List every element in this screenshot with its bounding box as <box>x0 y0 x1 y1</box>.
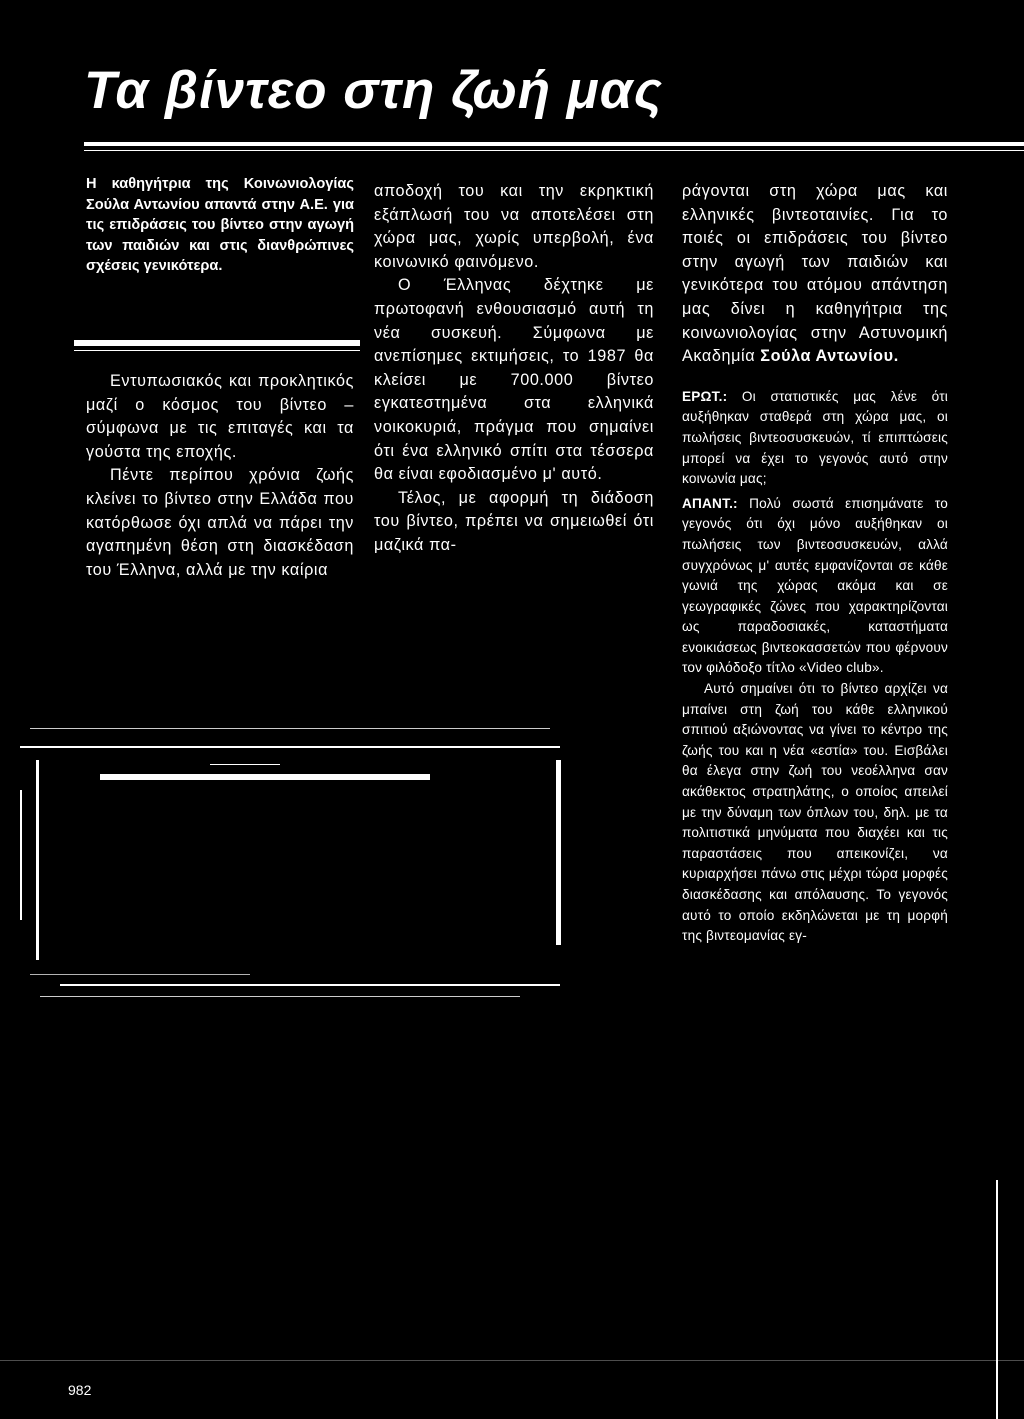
lead-separator-thick <box>74 340 360 346</box>
title-underline-thin <box>84 150 1024 151</box>
article-title: Τα βίντεο στη ζωή μας <box>84 61 663 120</box>
right-edge-bar <box>996 1180 998 1419</box>
intro-text: ράγονται στη χώρα μας και ελληνικές βιντεοταινίες. Για το ποιές οι επιδράσεις του βίντεο στην αγωγή των παιδιών και γενικότερα του ατόμου απάντηση μας δίνει η καθηγήτρια της κοινωνιολογίας στην Αστυνομική Ακαδημία <box>682 182 948 366</box>
answer-label: ΑΠΑΝΤ.: <box>682 495 738 511</box>
article-lead: Η καθηγήτρια της Κοινωνιολογίας Σούλα Αντωνίου απαντά στην Α.Ε. για τις επιδράσεις του βίντεο στην αγωγή των παιδιών και στις διανθρώπινες σχέσεις γενικότερα. <box>86 176 354 275</box>
lead-separator-thin <box>74 350 360 351</box>
question <box>682 387 948 490</box>
paragraph: Πέντε περίπου χρόνια ζωής κλείνει το βίντεο στην Ελλάδα που κατόρθωσε όχι απλά να πάρει την αγαπημένη θέση στη διασκέδαση του Έλληνα, αλλά με την καίρια <box>86 466 354 579</box>
answer <box>682 494 948 679</box>
column-2 <box>374 180 654 558</box>
page-number: 982 <box>68 1382 92 1398</box>
paragraph <box>682 180 948 369</box>
paragraph: αποδοχή του και την εκρηκτική εξάπλωσή του να αποτελέσει στη χώρα μας, χωρίς υπερβολή, ένα κοινωνικό φαινόμενο. <box>374 182 654 271</box>
page-footer-box <box>0 1360 1024 1361</box>
column-3 <box>682 180 948 947</box>
paragraph: Ο Έλληνας δέχτηκε με πρωτοφανή ενθουσιασμό αυτή τη νέα συσκευή. Σύμφωνα με ανεπίσημες εκτιμήσεις, το 1987 θα κλείσει με 700.000 βίντεο εγκατεστημένα στα ελληνικά νοικοκυριά, πράγμα που σημαίνει ότι ένα ελληνικό σπίτι στα τέσσερα θα είναι εφοδιασμένο μ' αυτό. <box>374 276 654 484</box>
interviewee-name: Σούλα Αντωνίου. <box>760 347 899 366</box>
paragraph: Εντυπωσιακός και προκλητικός μαζί ο κόσμος του βίντεο – σύμφωνα με τις επιταγές και τα γούστα της εποχής. <box>86 372 354 461</box>
question-text: Οι στατιστικές μας λένε ότι αυξήθηκαν σταθερά στη χώρα μας, οι πωλήσεις βιντεοσυσκευών, τί επιπτώσεις μπορεί να έχει το γεγονός αυτό στην κοινωνία μας; <box>682 388 948 487</box>
column-1 <box>86 370 354 582</box>
paragraph: Τέλος, με αφορμή τη διάδοση του βίντεο, πρέπει να σημειωθεί ότι μαζικά πα- <box>374 488 654 554</box>
title-underline <box>84 142 1024 146</box>
paragraph: Αυτό σημαίνει ότι το βίντεο αρχίζει να μπαίνει στη ζωή του κάθε ελληνικού σπιτιού αξιώνοντας να γίνει το κέντρο της ζωής του και η νέα «εστία» του. Εισβάλει θα έλεγα στην ζωή του νεοέλληνα σαν ακάθεκτος στρατηλάτης, ο οποίος απειλεί με την δύναμη των όπλων του, δηλ. με τα πολιτιστικά μηνύματα που διαχέει και τις παραστάσεις που απεικονίζει, να κυριαρχήσει πάνω στις μέχρι τώρα μορφές διασκέδασης και απόλαυσης. Το γεγονός αυτό το οποίο εκδηλώνεται με τη μορφή της βιντεομανίας εγ- <box>682 681 948 944</box>
question-label: ΕΡΩΤ.: <box>682 388 728 404</box>
answer-text: Πολύ σωστά επισημάνατε το γεγονός ότι όχι μόνο αυξήθηκαν οι πωλήσεις των βιντεοσυσκευών, αλλά συγχρόνως μ' αυτές εμφανίζονται σε κάθε γωνιά της χώρας ακόμα και σε γεωγραφικές ζώνες που χαρακτηρίζονται ως παραδοσιακές, καταστήματα ενοικιάσεως βιντεοκασσετών που φέρνουν τον φιλόδοξο τίτλο «Video club». <box>682 495 948 676</box>
